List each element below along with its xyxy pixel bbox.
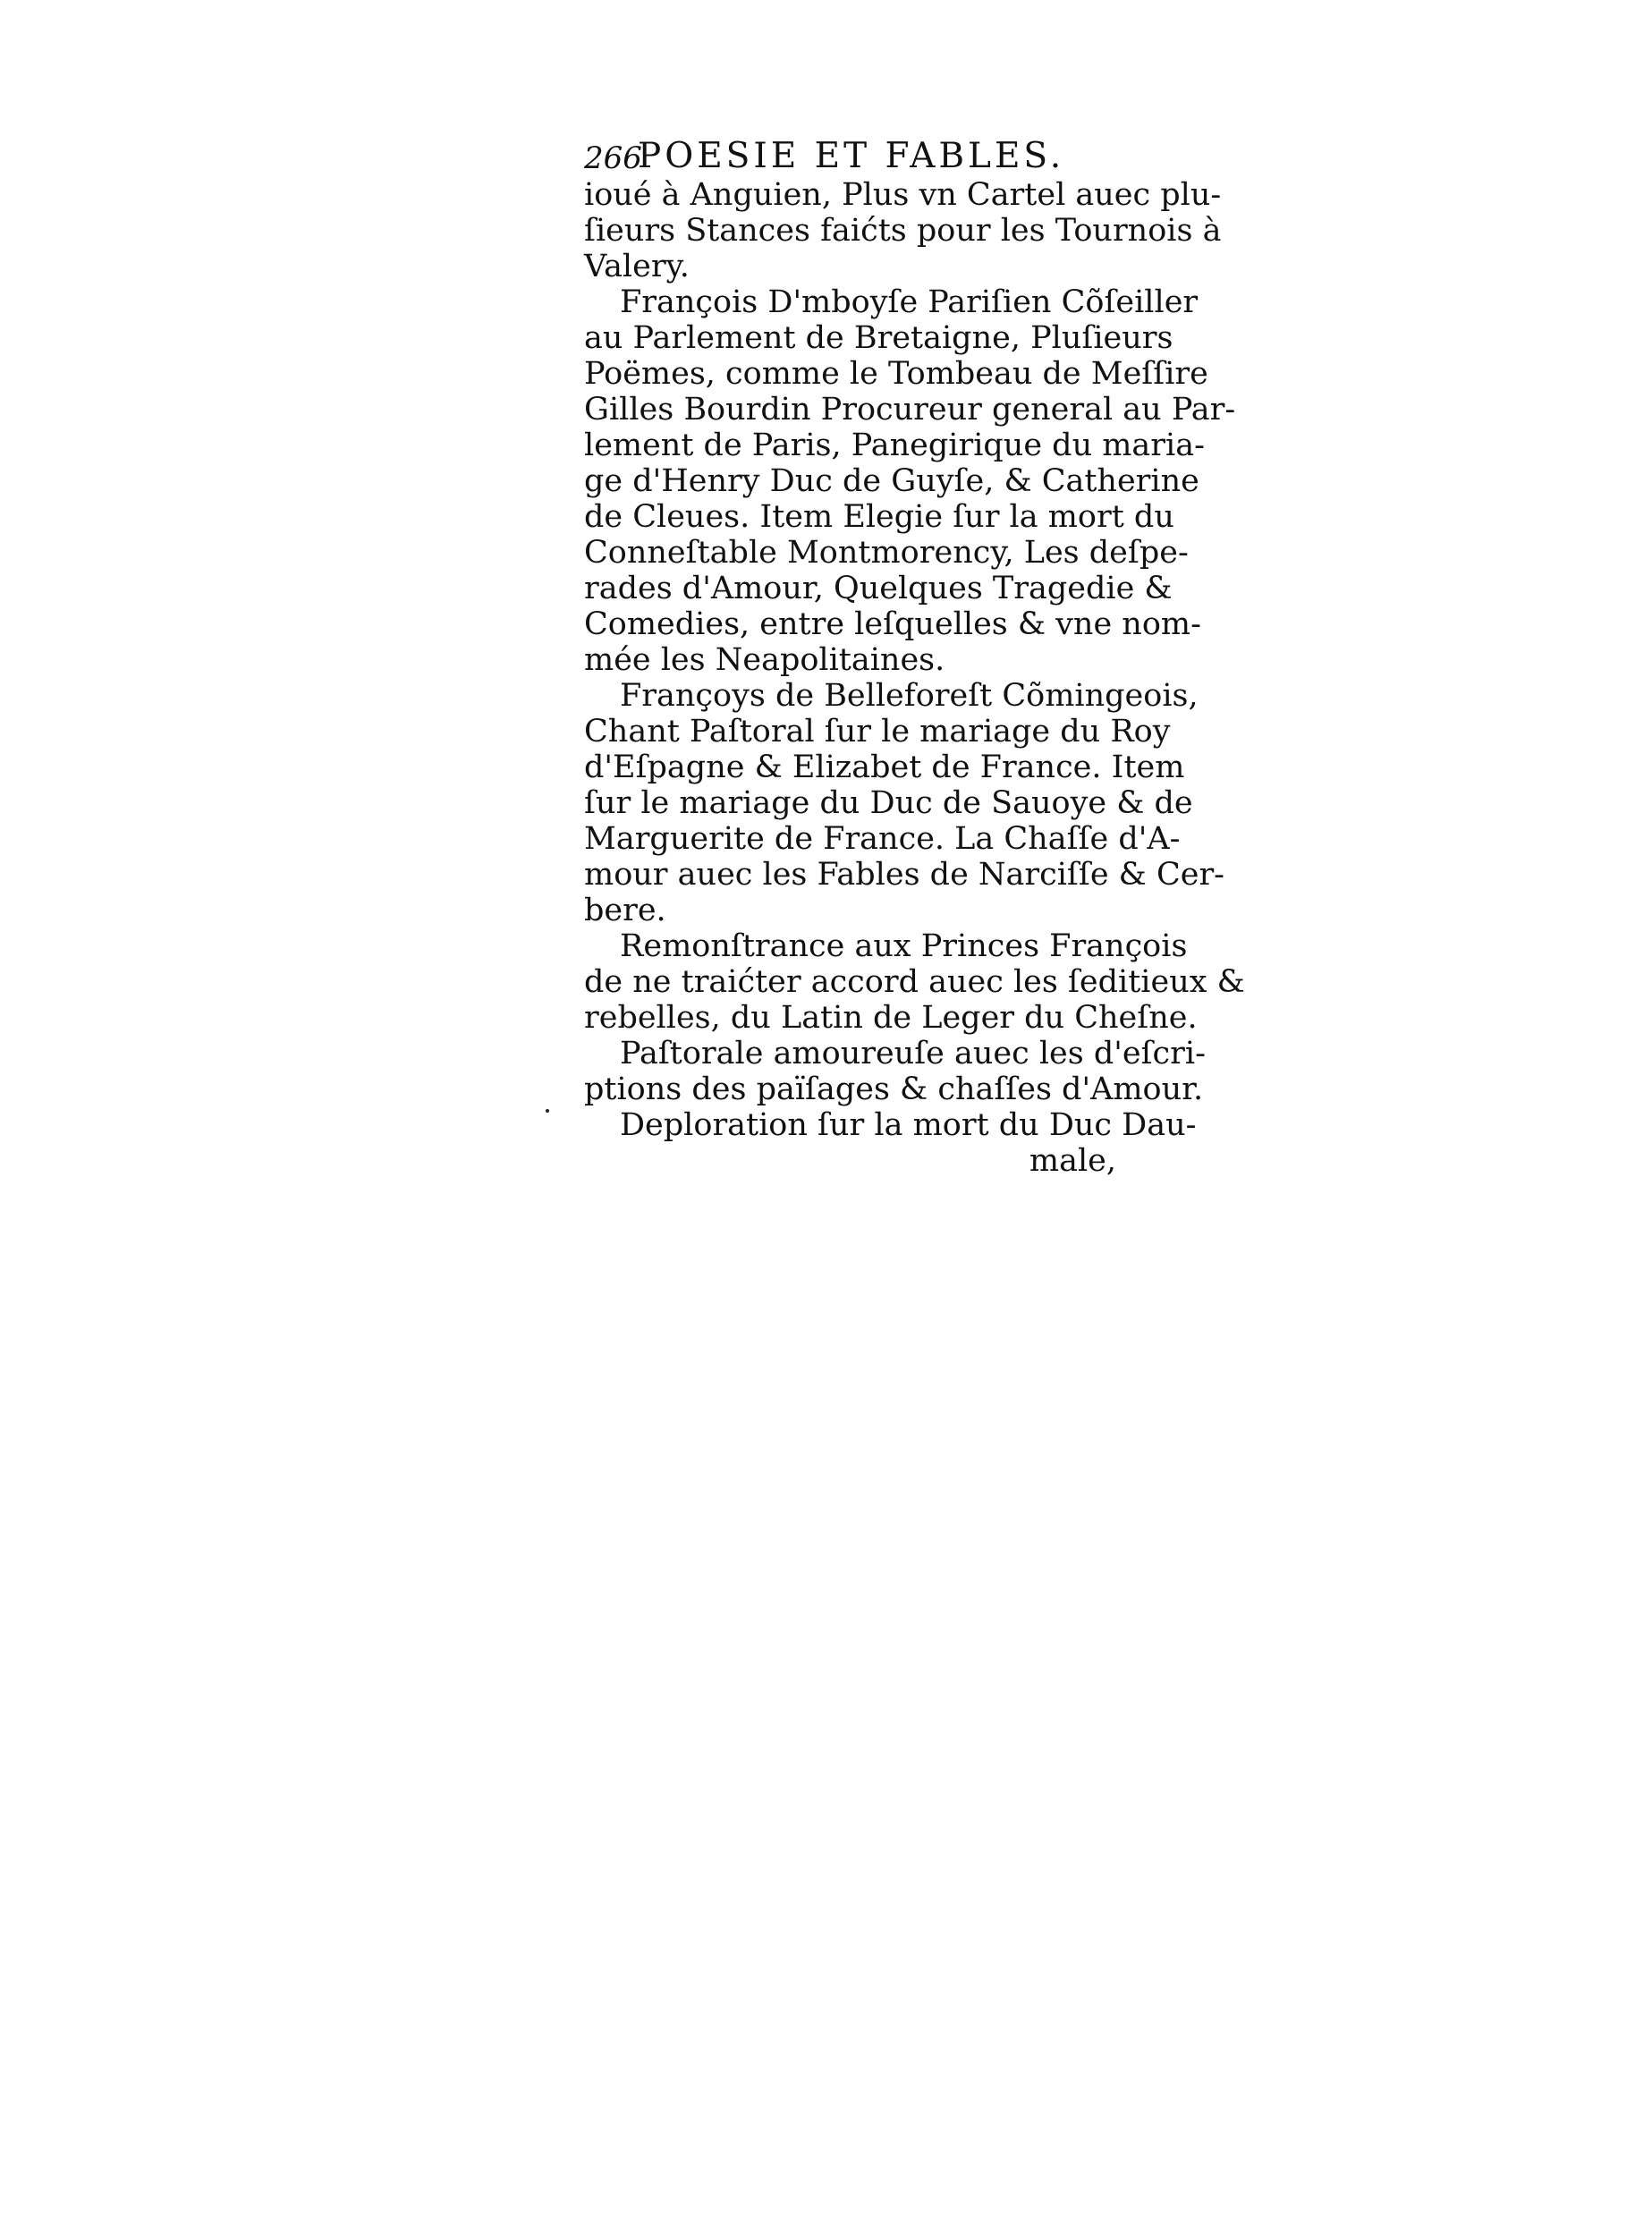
catchword: male, xyxy=(1029,1143,1116,1179)
text-line: ioué à Anguien, Plus vn Cartel auec plu- xyxy=(584,177,1222,213)
text-line: lement de Paris, Panegirique du maria- xyxy=(584,428,1205,463)
text-line: Chant Paſtoral ſur le mariage du Roy xyxy=(584,714,1171,750)
text-line: Comedies, entre leſquelles & vne nom- xyxy=(584,606,1201,642)
text-line: au Parlement de Bretaigne, Pluſieurs xyxy=(584,320,1173,356)
running-title: POESIE ET FABLES. xyxy=(638,136,1065,176)
text-line: ſieurs Stances faićts pour les Tournois à xyxy=(584,213,1222,249)
entry-first-line: Deploration ſur la mort du Duc Dau- xyxy=(620,1107,1197,1143)
text-line: rebelles, du Latin de Leger du Cheſne. xyxy=(584,1000,1198,1036)
entry-first-line: Remonſtrance aux Princes François xyxy=(620,928,1188,964)
text-line: mour auec les Fables de Narciſſe & Cer- xyxy=(584,857,1225,893)
page-number: 266 xyxy=(584,140,642,176)
text-line: ptions des païſages & chaſſes d'Amour. xyxy=(584,1071,1204,1107)
text-line: Gilles Bourdin Procureur general au Par- xyxy=(584,392,1236,428)
text-line: bere. xyxy=(584,893,666,928)
text-line: Conneſtable Montmorency, Les deſpe- xyxy=(584,535,1189,571)
text-line: rades d'Amour, Quelques Tragedie & xyxy=(584,571,1173,606)
text-line: de Cleues. Item Elegie ſur la mort du xyxy=(584,499,1174,535)
text-line: ge d'Henry Duc de Guyſe, & Catherine xyxy=(584,463,1199,499)
text-line: d'Eſpagne & Elizabet de France. Item xyxy=(584,750,1185,785)
text-line: mée les Neapolitaines. xyxy=(584,642,945,678)
running-head xyxy=(584,136,1116,177)
text-line: Marguerite de France. La Chaſſe d'A- xyxy=(584,821,1181,857)
entry-first-line: Paſtorale amoureuſe auec les d'eſcri- xyxy=(620,1036,1206,1071)
text-block xyxy=(584,136,1245,1179)
margin-mark xyxy=(546,1109,549,1113)
entry-first-line: François D'mboyſe Pariſien Cõſeiller xyxy=(620,284,1199,320)
text-line: Poëmes, comme le Tombeau de Meſſire xyxy=(584,356,1208,392)
text-line: Valery. xyxy=(584,249,690,284)
text-line: de ne traićter accord auec les ſeditieux & xyxy=(584,964,1245,1000)
entry-first-line: Françoys de Belleforeſt Cõmingeois, xyxy=(620,678,1199,714)
text-line: ſur le mariage du Duc de Sauoye & de xyxy=(584,785,1193,821)
